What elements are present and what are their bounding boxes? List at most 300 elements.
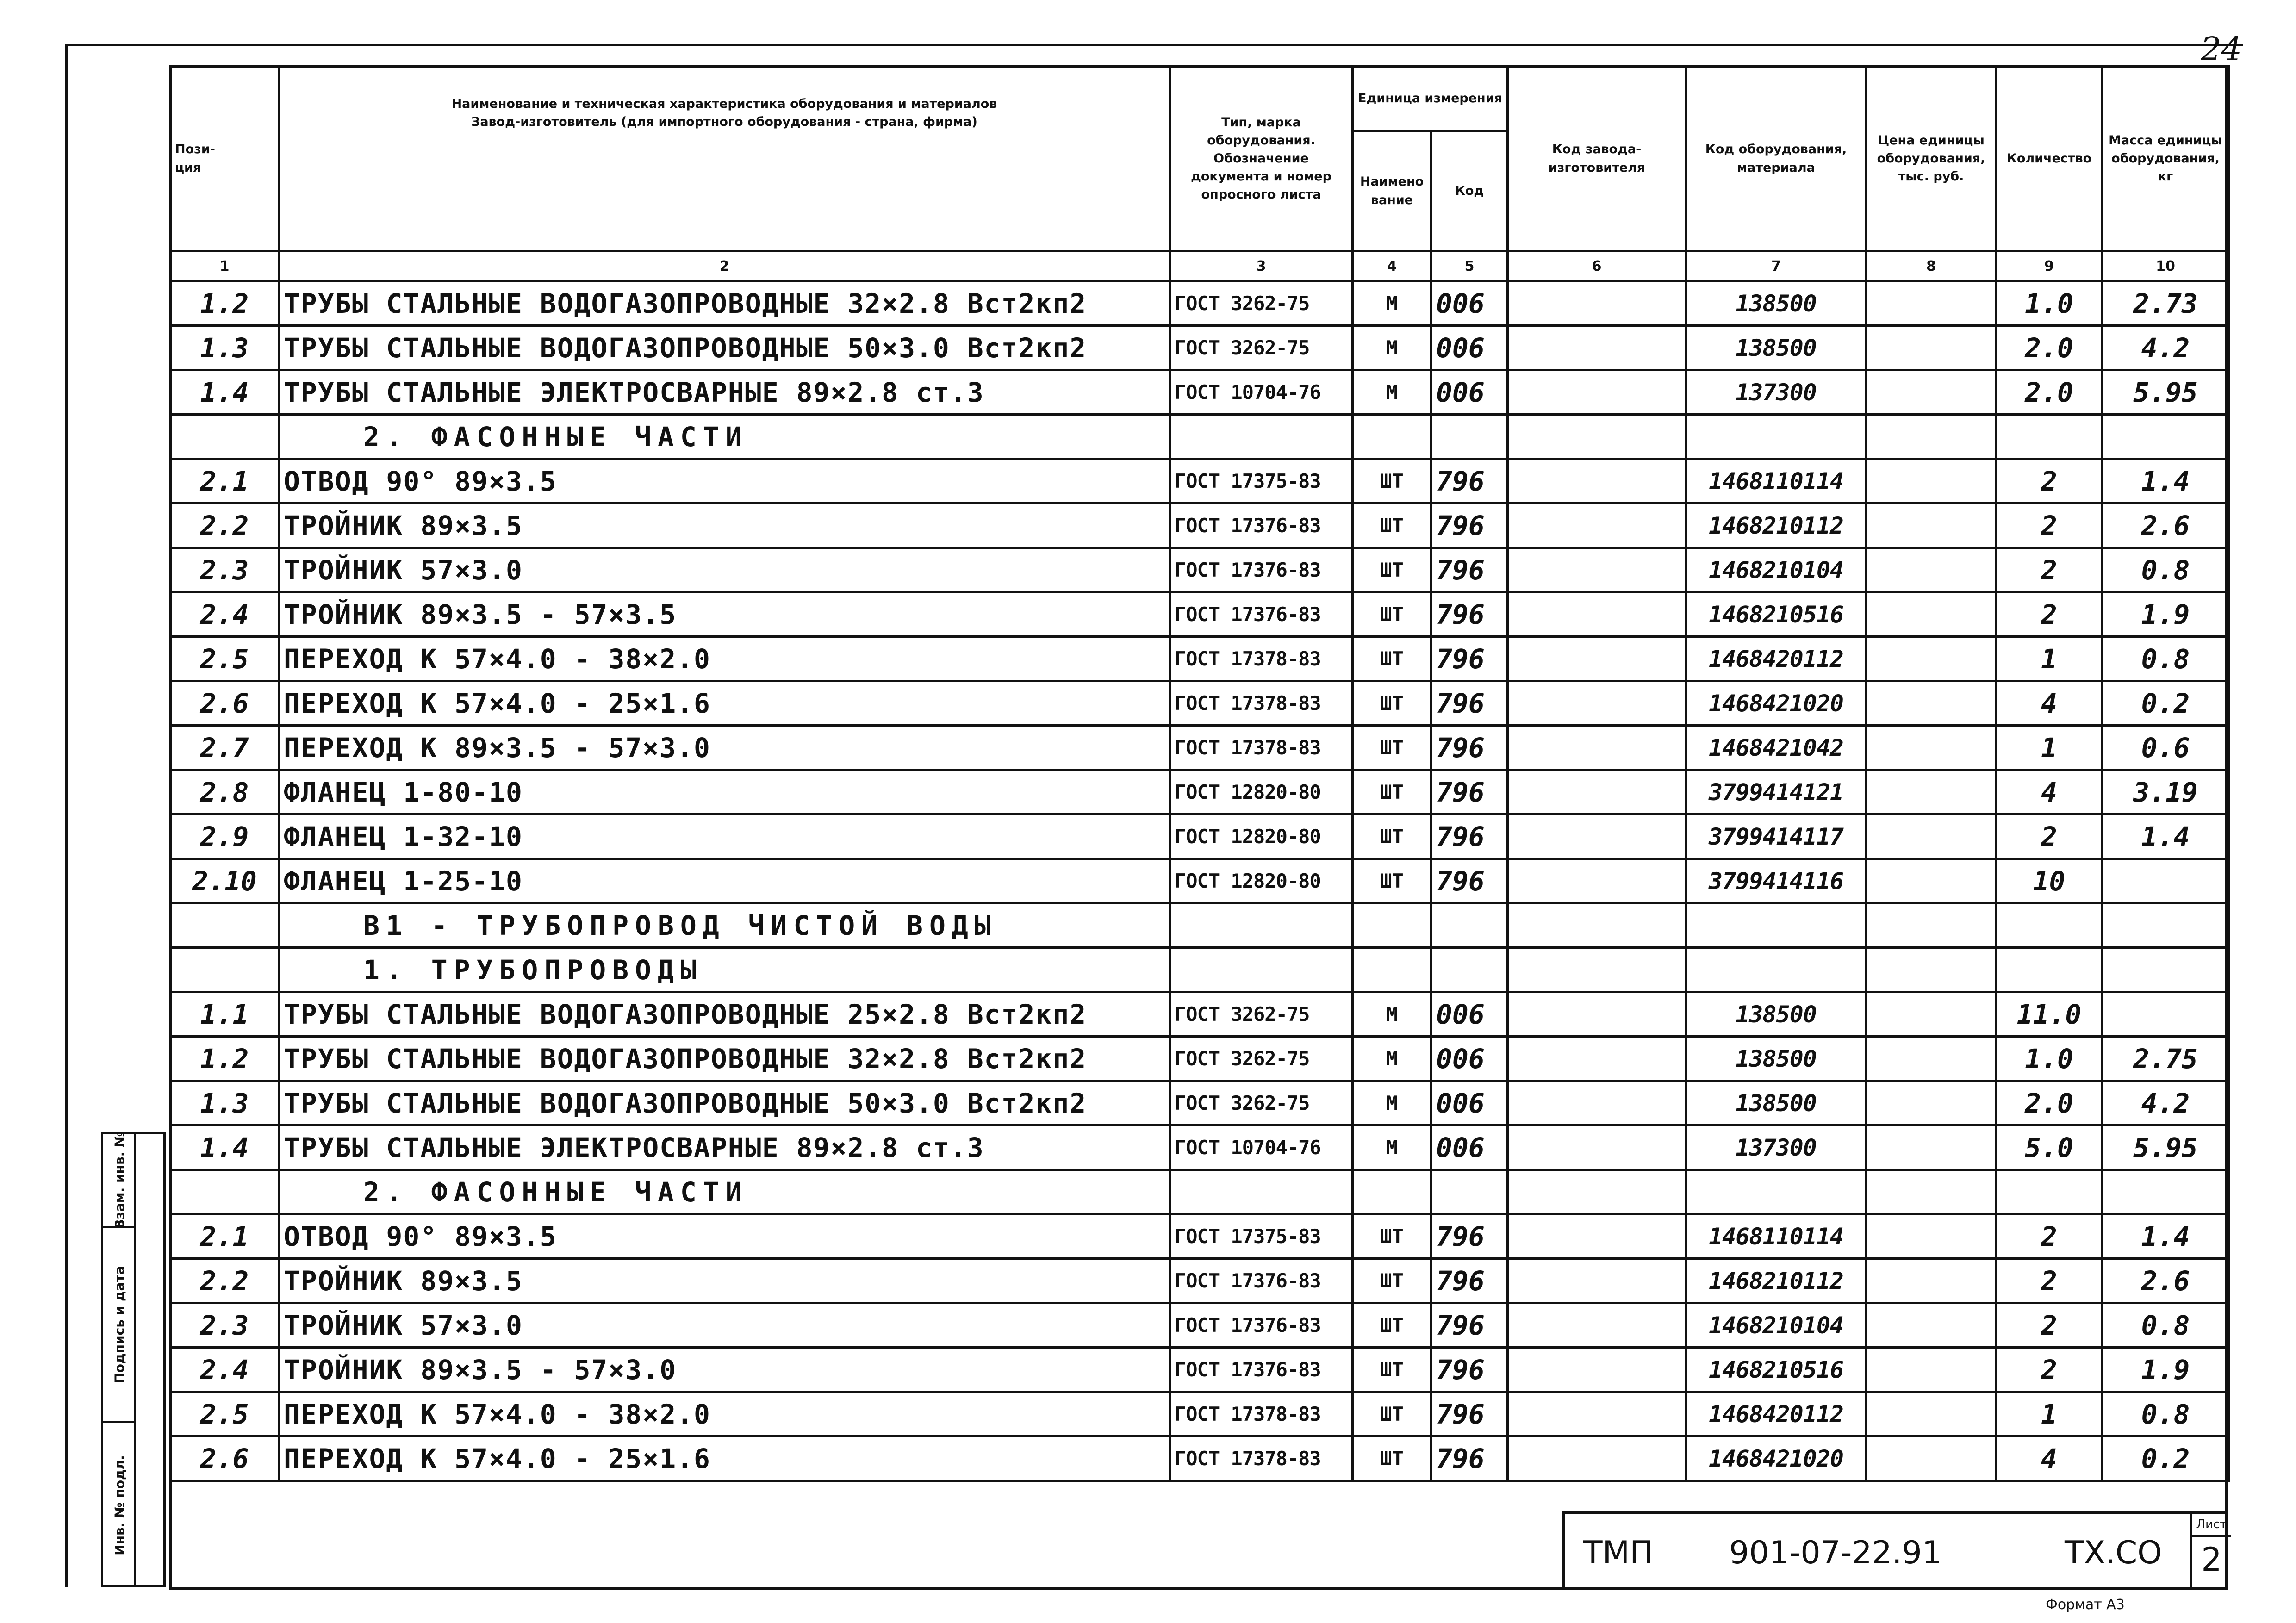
title-block-sheet-label: Лист [2192, 1514, 2231, 1537]
unit-cell [1353, 903, 1431, 948]
quantity-cell: 2 [1996, 548, 2103, 592]
table-row [170, 1392, 2229, 1436]
equipment-code-cell: 3799414117 [1686, 815, 1867, 859]
unit-cell [1353, 415, 1431, 459]
quantity-cell: 1 [1996, 1392, 2103, 1436]
column-number: 5 [1431, 251, 1508, 281]
factory-code-cell [1508, 281, 1686, 326]
document-cell: ГОСТ 10704-76 [1170, 370, 1353, 415]
document-cell: ГОСТ 17378-83 [1170, 726, 1353, 770]
unit-code-cell: 796 [1431, 1392, 1508, 1436]
name-cell: ТРУБЫ СТАЛЬНЫЕ ВОДОГАЗОПРОВОДНЫЕ 32×2.8 Вст2кп2 [279, 1037, 1170, 1081]
position-cell: 1.2 [170, 281, 279, 326]
position-cell: 1.3 [170, 326, 279, 370]
mass-cell: 1.4 [2103, 459, 2229, 504]
equipment-code-cell: 1468210516 [1686, 1348, 1867, 1392]
position-cell [170, 1170, 279, 1214]
name-cell: ФЛАНЕЦ 1-32-10 [279, 815, 1170, 859]
equipment-code-cell: 138500 [1686, 992, 1867, 1037]
mass-cell: 4.2 [2103, 326, 2229, 370]
document-cell: ГОСТ 3262-75 [1170, 992, 1353, 1037]
equipment-code-cell: 137300 [1686, 1126, 1867, 1170]
position-cell: 2.4 [170, 1348, 279, 1392]
mass-cell: 2.75 [2103, 1037, 2229, 1081]
equipment-code-cell: 138500 [1686, 1037, 1867, 1081]
quantity-cell: 2.0 [1996, 1081, 2103, 1126]
name-cell: ТРУБЫ СТАЛЬНЫЕ ЭЛЕКТРОСВАРНЫЕ 89×2.8 ст.3 [279, 370, 1170, 415]
unit-code-cell: 006 [1431, 1081, 1508, 1126]
unit-cell: ШТ [1353, 592, 1431, 637]
factory-code-cell [1508, 681, 1686, 726]
header-name-line1: Наименование и техническая характеристика оборудования и материалов [451, 97, 997, 111]
mass-cell: 0.2 [2103, 1436, 2229, 1481]
factory-code-cell [1508, 1170, 1686, 1214]
price-cell [1867, 548, 1996, 592]
section-title-cell: В1 - ТРУБОПРОВОД ЧИСТОЙ ВОДЫ [279, 903, 1170, 948]
mass-cell: 3.19 [2103, 770, 2229, 815]
header-price: Цена единицы оборудования, тыс. руб. [1867, 66, 1996, 251]
name-cell: ОТВОД 90° 89×3.5 [279, 459, 1170, 504]
table-row [170, 1303, 2229, 1348]
price-cell [1867, 370, 1996, 415]
position-cell: 2.9 [170, 815, 279, 859]
price-cell [1867, 770, 1996, 815]
document-cell: ГОСТ 17376-83 [1170, 1259, 1353, 1303]
table-row [170, 681, 2229, 726]
equipment-code-cell: 138500 [1686, 1081, 1867, 1126]
name-cell: ТРОЙНИК 89×3.5 [279, 504, 1170, 548]
name-cell: ТРОЙНИК 89×3.5 - 57×3.0 [279, 1348, 1170, 1392]
unit-code-cell: 796 [1431, 815, 1508, 859]
side-stamp-replaced-inv: Взам. инв. № [112, 1131, 127, 1229]
quantity-cell: 2 [1996, 1259, 2103, 1303]
name-cell: ПЕРЕХОД К 57×4.0 - 25×1.6 [279, 1436, 1170, 1481]
price-cell [1867, 281, 1996, 326]
position-cell: 1.4 [170, 370, 279, 415]
quantity-cell: 1 [1996, 726, 2103, 770]
unit-cell: ШТ [1353, 681, 1431, 726]
position-cell: 2.1 [170, 459, 279, 504]
table-row [170, 281, 2229, 326]
unit-code-cell: 796 [1431, 726, 1508, 770]
column-number: 3 [1170, 251, 1353, 281]
unit-code-cell: 796 [1431, 1348, 1508, 1392]
unit-cell: М [1353, 992, 1431, 1037]
mass-cell [2103, 415, 2229, 459]
price-cell [1867, 1081, 1996, 1126]
unit-code-cell: 006 [1431, 326, 1508, 370]
factory-code-cell [1508, 815, 1686, 859]
unit-cell: М [1353, 281, 1431, 326]
document-cell [1170, 415, 1353, 459]
position-cell: 2.2 [170, 504, 279, 548]
document-cell: ГОСТ 17378-83 [1170, 681, 1353, 726]
name-cell: ТРУБЫ СТАЛЬНЫЕ ВОДОГАЗОПРОВОДНЫЕ 50×3.0 Вст2кп2 [279, 1081, 1170, 1126]
side-stamp-label-column [103, 1131, 136, 1585]
unit-cell: ШТ [1353, 1259, 1431, 1303]
header-position: Пози- ция [170, 66, 279, 251]
header-unit-name: Наименование [1353, 131, 1431, 251]
equipment-code-cell: 1468421020 [1686, 1436, 1867, 1481]
unit-cell: ШТ [1353, 726, 1431, 770]
factory-code-cell [1508, 948, 1686, 992]
document-cell: ГОСТ 17376-83 [1170, 1348, 1353, 1392]
price-cell [1867, 1436, 1996, 1481]
price-cell [1867, 504, 1996, 548]
title-block-code: ТХ.СО [2065, 1535, 2162, 1571]
equipment-code-cell: 1468421042 [1686, 726, 1867, 770]
header-unit-code: Код [1431, 131, 1508, 251]
price-cell [1867, 592, 1996, 637]
unit-cell: М [1353, 1081, 1431, 1126]
document-cell: ГОСТ 17378-83 [1170, 1436, 1353, 1481]
quantity-cell: 1.0 [1996, 1037, 2103, 1081]
name-cell: ТРУБЫ СТАЛЬНЫЕ ВОДОГАЗОПРОВОДНЫЕ 25×2.8 Вст2кп2 [279, 992, 1170, 1037]
mass-cell: 4.2 [2103, 1081, 2229, 1126]
mass-cell [2103, 1170, 2229, 1214]
unit-code-cell: 796 [1431, 859, 1508, 903]
name-cell: ТРУБЫ СТАЛЬНЫЕ ВОДОГАЗОПРОВОДНЫЕ 32×2.8 Вст2кп2 [279, 281, 1170, 326]
format-label: Формат А3 [2046, 1597, 2125, 1613]
equipment-code-cell: 1468210516 [1686, 592, 1867, 637]
price-cell [1867, 859, 1996, 903]
equipment-code-cell: 1468420112 [1686, 637, 1867, 681]
unit-cell: ШТ [1353, 1392, 1431, 1436]
price-cell [1867, 992, 1996, 1037]
unit-code-cell: 796 [1431, 681, 1508, 726]
unit-code-cell: 796 [1431, 504, 1508, 548]
mass-cell: 2.6 [2103, 1259, 2229, 1303]
mass-cell: 0.2 [2103, 681, 2229, 726]
name-cell: ТРУБЫ СТАЛЬНЫЕ ВОДОГАЗОПРОВОДНЫЕ 50×3.0 Вст2кп2 [279, 326, 1170, 370]
equipment-code-cell: 137300 [1686, 370, 1867, 415]
document-cell [1170, 903, 1353, 948]
document-cell: ГОСТ 17375-83 [1170, 459, 1353, 504]
price-cell [1867, 1037, 1996, 1081]
price-cell [1867, 1126, 1996, 1170]
price-cell [1867, 1348, 1996, 1392]
price-cell [1867, 726, 1996, 770]
table-row [170, 1037, 2229, 1081]
title-block-org: ТМП [1583, 1535, 1654, 1571]
document-cell [1170, 948, 1353, 992]
factory-code-cell [1508, 1392, 1686, 1436]
equipment-code-cell [1686, 903, 1867, 948]
page-number: 24 [2201, 30, 2242, 68]
document-cell: ГОСТ 12820-80 [1170, 770, 1353, 815]
unit-code-cell: 796 [1431, 592, 1508, 637]
equipment-code-cell: 1468210112 [1686, 504, 1867, 548]
quantity-cell: 2 [1996, 1348, 2103, 1392]
name-cell: ТРОЙНИК 89×3.5 [279, 1259, 1170, 1303]
unit-code-cell: 006 [1431, 1126, 1508, 1170]
table-row [170, 992, 2229, 1037]
column-number-row [170, 251, 2229, 281]
unit-code-cell: 796 [1431, 548, 1508, 592]
factory-code-cell [1508, 415, 1686, 459]
header-quantity: Количество [1996, 66, 2103, 251]
header-name-line2: Завод-изготовитель (для импортного оборудования - страна, фирма) [471, 115, 977, 130]
position-cell: 1.3 [170, 1081, 279, 1126]
section-row [170, 903, 2229, 948]
price-cell [1867, 326, 1996, 370]
position-cell: 2.7 [170, 726, 279, 770]
section-title-cell: 1. ТРУБОПРОВОДЫ [279, 948, 1170, 992]
document-cell: ГОСТ 17378-83 [1170, 1392, 1353, 1436]
table-header [170, 66, 2229, 281]
quantity-cell: 5.0 [1996, 1126, 2103, 1170]
side-stamp-inv-no: Инв. № подл. [103, 1421, 136, 1587]
quantity-cell: 2 [1996, 592, 2103, 637]
unit-cell: ШТ [1353, 548, 1431, 592]
unit-code-cell: 006 [1431, 992, 1508, 1037]
factory-code-cell [1508, 1303, 1686, 1348]
factory-code-cell [1508, 726, 1686, 770]
table-row [170, 1259, 2229, 1303]
equipment-code-cell [1686, 1170, 1867, 1214]
unit-code-cell: 796 [1431, 459, 1508, 504]
mass-cell: 1.4 [2103, 815, 2229, 859]
table-row [170, 770, 2229, 815]
document-cell: ГОСТ 3262-75 [1170, 1081, 1353, 1126]
section-row [170, 415, 2229, 459]
unit-cell: М [1353, 1037, 1431, 1081]
section-row [170, 948, 2229, 992]
document-cell: ГОСТ 17376-83 [1170, 1303, 1353, 1348]
section-title-cell: 2. ФАСОННЫЕ ЧАСТИ [279, 415, 1170, 459]
unit-cell: ШТ [1353, 1303, 1431, 1348]
section-title-cell: 2. ФАСОННЫЕ ЧАСТИ [279, 1170, 1170, 1214]
equipment-code-cell [1686, 948, 1867, 992]
table-row [170, 548, 2229, 592]
position-cell: 2.10 [170, 859, 279, 903]
name-cell: ТРУБЫ СТАЛЬНЫЕ ЭЛЕКТРОСВАРНЫЕ 89×2.8 ст.3 [279, 1126, 1170, 1170]
title-block-doc-number: 901-07-22.91 [1729, 1535, 1942, 1571]
name-cell: ФЛАНЕЦ 1-80-10 [279, 770, 1170, 815]
quantity-cell [1996, 1170, 2103, 1214]
position-cell: 1.1 [170, 992, 279, 1037]
mass-cell [2103, 903, 2229, 948]
price-cell [1867, 903, 1996, 948]
header-equipment-code: Код оборудования, материала [1686, 66, 1867, 251]
quantity-cell: 2 [1996, 1303, 2103, 1348]
unit-cell: ШТ [1353, 1436, 1431, 1481]
price-cell [1867, 1214, 1996, 1259]
position-cell: 2.6 [170, 1436, 279, 1481]
table-row [170, 1436, 2229, 1481]
header-name [279, 66, 1170, 251]
document-cell: ГОСТ 10704-76 [1170, 1126, 1353, 1170]
name-cell: ПЕРЕХОД К 57×4.0 - 38×2.0 [279, 1392, 1170, 1436]
mass-cell [2103, 948, 2229, 992]
quantity-cell [1996, 948, 2103, 992]
factory-code-cell [1508, 1348, 1686, 1392]
unit-code-cell: 006 [1431, 1037, 1508, 1081]
unit-cell: ШТ [1353, 637, 1431, 681]
table-row [170, 504, 2229, 548]
unit-cell: ШТ [1353, 770, 1431, 815]
equipment-code-cell [1686, 415, 1867, 459]
price-cell [1867, 1259, 1996, 1303]
quantity-cell: 4 [1996, 1436, 2103, 1481]
mass-cell [2103, 859, 2229, 903]
unit-code-cell: 006 [1431, 281, 1508, 326]
unit-cell [1353, 1170, 1431, 1214]
quantity-cell: 2 [1996, 459, 2103, 504]
mass-cell: 0.6 [2103, 726, 2229, 770]
price-cell [1867, 637, 1996, 681]
price-cell [1867, 1392, 1996, 1436]
equipment-code-cell: 1468110114 [1686, 1214, 1867, 1259]
price-cell [1867, 415, 1996, 459]
unit-code-cell [1431, 1170, 1508, 1214]
unit-code-cell: 796 [1431, 770, 1508, 815]
unit-cell [1353, 948, 1431, 992]
column-number: 10 [2103, 251, 2229, 281]
factory-code-cell [1508, 1436, 1686, 1481]
factory-code-cell [1508, 903, 1686, 948]
quantity-cell: 2.0 [1996, 326, 2103, 370]
price-cell [1867, 815, 1996, 859]
factory-code-cell [1508, 637, 1686, 681]
mass-cell: 1.4 [2103, 1214, 2229, 1259]
factory-code-cell [1508, 770, 1686, 815]
specification-table [169, 65, 2230, 1482]
quantity-cell: 2.0 [1996, 370, 2103, 415]
unit-cell: М [1353, 370, 1431, 415]
price-cell [1867, 1303, 1996, 1348]
quantity-cell: 10 [1996, 859, 2103, 903]
mass-cell: 0.8 [2103, 548, 2229, 592]
title-block-sheet [2190, 1514, 2231, 1587]
header-type: Тип, марка оборудования. Обозначение документа и номер опросного листа [1170, 66, 1353, 251]
unit-code-cell: 796 [1431, 1214, 1508, 1259]
column-number: 7 [1686, 251, 1867, 281]
position-cell: 2.8 [170, 770, 279, 815]
position-cell: 2.3 [170, 548, 279, 592]
name-cell: ПЕРЕХОД К 57×4.0 - 25×1.6 [279, 681, 1170, 726]
table-body [170, 281, 2229, 1481]
equipment-code-cell: 1468210112 [1686, 1259, 1867, 1303]
table-row [170, 815, 2229, 859]
name-cell: ТРОЙНИК 89×3.5 - 57×3.5 [279, 592, 1170, 637]
quantity-cell: 2 [1996, 504, 2103, 548]
column-number: 8 [1867, 251, 1996, 281]
equipment-code-cell: 1468210104 [1686, 1303, 1867, 1348]
mass-cell [2103, 992, 2229, 1037]
factory-code-cell [1508, 1081, 1686, 1126]
document-cell: ГОСТ 17376-83 [1170, 592, 1353, 637]
column-number: 4 [1353, 251, 1431, 281]
column-number: 6 [1508, 251, 1686, 281]
unit-code-cell: 796 [1431, 1303, 1508, 1348]
mass-cell: 0.8 [2103, 1392, 2229, 1436]
unit-code-cell [1431, 415, 1508, 459]
name-cell: ПЕРЕХОД К 89×3.5 - 57×3.0 [279, 726, 1170, 770]
mass-cell: 5.95 [2103, 370, 2229, 415]
position-cell: 2.6 [170, 681, 279, 726]
unit-cell: М [1353, 1126, 1431, 1170]
price-cell [1867, 1170, 1996, 1214]
position-cell: 1.4 [170, 1126, 279, 1170]
factory-code-cell [1508, 859, 1686, 903]
name-cell: ПЕРЕХОД К 57×4.0 - 38×2.0 [279, 637, 1170, 681]
unit-cell: ШТ [1353, 504, 1431, 548]
table-row [170, 370, 2229, 415]
document-cell: ГОСТ 3262-75 [1170, 326, 1353, 370]
section-row [170, 1170, 2229, 1214]
header-factory-code: Код завода-изготовителя [1508, 66, 1686, 251]
position-cell: 2.5 [170, 637, 279, 681]
position-cell [170, 415, 279, 459]
document-cell: ГОСТ 17378-83 [1170, 637, 1353, 681]
unit-cell: ШТ [1353, 815, 1431, 859]
unit-code-cell: 796 [1431, 637, 1508, 681]
name-cell: ФЛАНЕЦ 1-25-10 [279, 859, 1170, 903]
header-mass: Масса единицы оборудования, кг [2103, 66, 2229, 251]
title-block-sheet-number: 2 [2201, 1541, 2222, 1579]
side-stamp-signature-date: Подпись и дата [103, 1226, 136, 1421]
table-row [170, 1214, 2229, 1259]
equipment-code-cell: 3799414121 [1686, 770, 1867, 815]
unit-code-cell [1431, 948, 1508, 992]
factory-code-cell [1508, 1037, 1686, 1081]
factory-code-cell [1508, 504, 1686, 548]
factory-code-cell [1508, 1259, 1686, 1303]
unit-cell: ШТ [1353, 1348, 1431, 1392]
document-cell: ГОСТ 12820-80 [1170, 859, 1353, 903]
mass-cell: 5.95 [2103, 1126, 2229, 1170]
column-number: 1 [170, 251, 279, 281]
unit-cell: ШТ [1353, 1214, 1431, 1259]
quantity-cell [1996, 415, 2103, 459]
table-row [170, 637, 2229, 681]
equipment-code-cell: 138500 [1686, 326, 1867, 370]
table-row [170, 1081, 2229, 1126]
position-cell: 2.3 [170, 1303, 279, 1348]
document-cell: ГОСТ 3262-75 [1170, 1037, 1353, 1081]
factory-code-cell [1508, 1214, 1686, 1259]
unit-cell: ШТ [1353, 459, 1431, 504]
mass-cell: 1.9 [2103, 1348, 2229, 1392]
quantity-cell: 2 [1996, 815, 2103, 859]
position-cell: 1.2 [170, 1037, 279, 1081]
name-cell: ОТВОД 90° 89×3.5 [279, 1214, 1170, 1259]
document-cell [1170, 1170, 1353, 1214]
quantity-cell [1996, 903, 2103, 948]
factory-code-cell [1508, 992, 1686, 1037]
equipment-code-cell: 1468420112 [1686, 1392, 1867, 1436]
table-row [170, 1348, 2229, 1392]
mass-cell: 0.8 [2103, 637, 2229, 681]
header-unit: Единица измерения [1353, 66, 1508, 131]
unit-cell: М [1353, 326, 1431, 370]
price-cell [1867, 948, 1996, 992]
quantity-cell: 4 [1996, 770, 2103, 815]
equipment-code-cell: 3799414116 [1686, 859, 1867, 903]
side-stamp [101, 1132, 166, 1587]
factory-code-cell [1508, 459, 1686, 504]
table-row [170, 592, 2229, 637]
table-row [170, 859, 2229, 903]
unit-cell: ШТ [1353, 859, 1431, 903]
position-cell [170, 903, 279, 948]
equipment-code-cell: 1468421020 [1686, 681, 1867, 726]
position-cell: 2.2 [170, 1259, 279, 1303]
title-block [1562, 1511, 2228, 1590]
factory-code-cell [1508, 370, 1686, 415]
column-number: 9 [1996, 251, 2103, 281]
